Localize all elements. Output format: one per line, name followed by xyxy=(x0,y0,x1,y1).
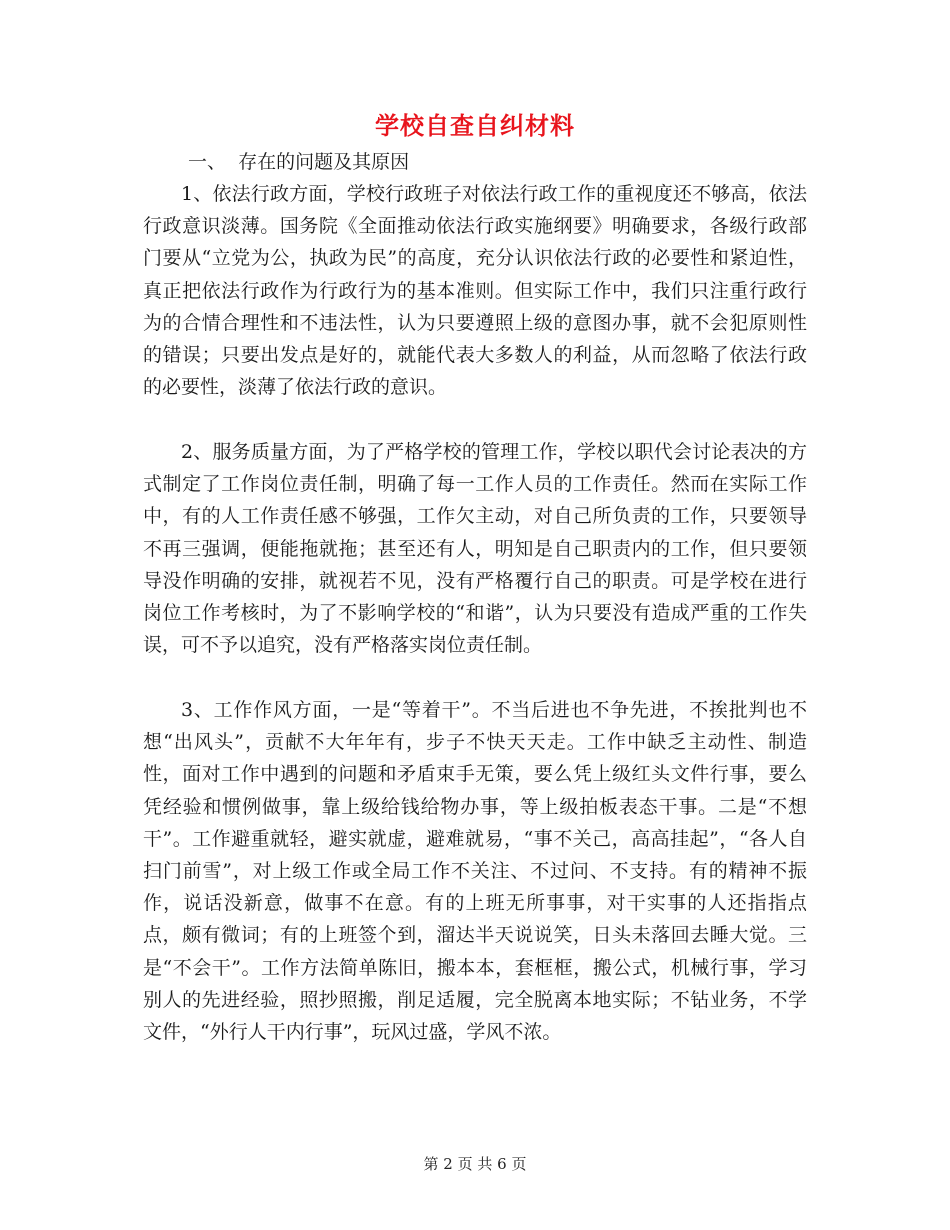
document-title: 学校自查自纠材料 xyxy=(375,111,575,140)
paragraph-service-quality: 2、服务质量方面，为了严格学校的管理工作，学校以职代会讨论表决的方式制定了工作岗位责任制，明确了每一工作人员的工作责任。然而在实际工作中，有的人工作责任感不够强，工作欠主动，对自己所负责的工作，只要领导不再三强调，便能拖就拖；甚至还有人，明知是自己职责内的工作，但只要领导没作明确的安排，就视若不见，没有严格覆行自己的职责。可是学校在进行岗位工作考核时，为了不影响学校的“和谐”，认为只要没有造成严重的工作失误，可不予以追究，没有严格落实岗位责任制。 xyxy=(143,441,807,657)
page-number-footer: 第 2 页 共 6 页 xyxy=(423,1155,527,1173)
section-heading: 一、 存在的问题及其原因 xyxy=(188,151,410,173)
paragraph-work-style: 3、工作作风方面，一是“等着干”。不当后进也不争先进，不挨批判也不想“出风头”，贡献不大年年有，步子不快天天走。工作中缺乏主动性、制造性，面对工作中遇到的问题和矛盾束手无策，要么凭上级红头文件行事，要么凭经验和惯例做事，靠上级给钱给物办事，等上级拍板表态干事。二是“不想干”。工作避重就轻，避实就虚，避难就易，“事不关己，高高挂起”，“各人自扫门前雪”，对上级工作或全局工作不关注、不过问、不支持。有的精神不振作，说话没新意，做事不在意。有的上班无所事事，对干实事的人还指指点点，颇有微词；有的上班签个到，溜达半天说说笑，日头未落回去睡大觉。三是“不会干”。工作方法简单陈旧，搬本本，套框框，搬公式，机械行事，学习别人的先进经验，照抄照搬，削足适履，完全脱离本地实际；不钻业务，不学文件，“外行人干内行事”，玩风过盛，学风不浓。 xyxy=(143,699,807,1044)
paragraph-rule-of-law: 1、依法行政方面，学校行政班子对依法行政工作的重视度还不够高，依法行政意识淡薄。国务院《全面推动依法行政实施纲要》明确要求，各级行政部门要从“立党为公，执政为民”的高度，充分认识依法行政的必要性和紧迫性，真正把依法行政作为行政行为的基本准则。但实际工作中，我们只注重行政行为的合情合理性和不违法性，认为只要遵照上级的意图办事，就不会犯原则性的错误；只要出发点是好的，就能代表大多数人的利益，从而忽略了依法行政的必要性，淡薄了依法行政的意识。 xyxy=(143,183,807,399)
